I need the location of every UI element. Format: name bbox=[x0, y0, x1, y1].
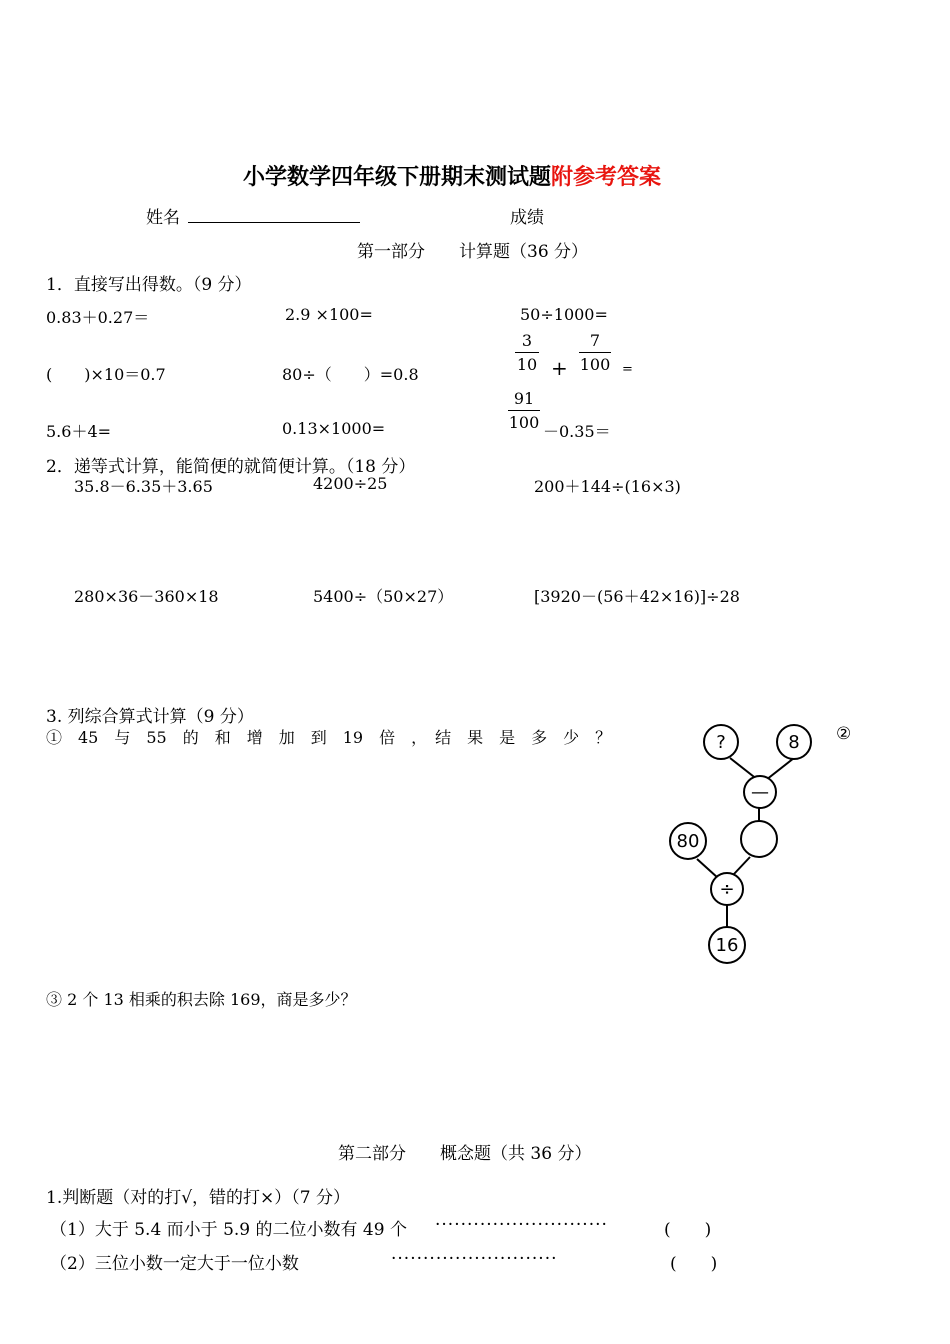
q1-item: 50÷1000= bbox=[520, 305, 608, 324]
fraction-numerator: 3 bbox=[515, 331, 539, 353]
node-eighty-label: 80 bbox=[676, 831, 700, 852]
node-eight-label: 8 bbox=[788, 732, 800, 753]
calculation-tree-diagram bbox=[660, 718, 860, 968]
tree-edge bbox=[734, 857, 750, 874]
q1-item: 2.9 ×100= bbox=[285, 305, 373, 324]
leader-dots: ·························· bbox=[391, 1249, 558, 1269]
page-title bbox=[243, 160, 661, 191]
q2-item: 280×36－360×18 bbox=[74, 587, 219, 606]
title-main: 小学数学四年级下册期末测试题 bbox=[243, 165, 552, 190]
q3-item-1: ① 45 与 55 的 和 增 加 到 19 倍 ， 结 果 是 多 少 ？ bbox=[46, 728, 612, 747]
score-label: 成绩 bbox=[510, 208, 544, 228]
fraction-3-10 bbox=[515, 331, 539, 374]
plus-sign: + bbox=[551, 356, 568, 380]
q2-title: 2．递等式计算，能简便的就简便计算。（18 分） bbox=[46, 457, 416, 477]
judge-title: 1.判断题（对的打√，错的打×）（7 分） bbox=[46, 1188, 351, 1208]
q1-item: 0.83＋0.27＝ bbox=[46, 308, 150, 327]
fraction-numerator: 7 bbox=[579, 331, 611, 353]
q2-item: 35.8－6.35＋3.65 bbox=[74, 477, 213, 496]
q2-item: 4200÷25 bbox=[313, 474, 388, 493]
fraction-91-100 bbox=[508, 389, 540, 432]
fraction-denominator: 100 bbox=[508, 413, 540, 432]
leader-dots: ··························· bbox=[435, 1215, 608, 1235]
q1-item: ( )×10＝0.7 bbox=[46, 365, 166, 384]
tree-edge bbox=[766, 758, 794, 780]
q1-item: －0.35＝ bbox=[543, 422, 611, 441]
equals-sign: = bbox=[622, 362, 633, 377]
fraction-numerator: 91 bbox=[508, 389, 540, 411]
judge-item-text: （1）大于 5.4 而小于 5.9 的二位小数有 49 个 bbox=[50, 1220, 407, 1240]
judge-item-text: （2）三位小数一定大于一位小数 bbox=[50, 1254, 299, 1274]
q3-title: 3. 列综合算式计算（9 分） bbox=[46, 707, 254, 727]
fraction-denominator: 10 bbox=[516, 355, 538, 374]
node-divide-label: ÷ bbox=[719, 879, 735, 900]
answer-parentheses[interactable]: ( ) bbox=[670, 1254, 718, 1274]
name-blank-line[interactable] bbox=[188, 208, 360, 223]
answer-parentheses[interactable]: ( ) bbox=[664, 1220, 712, 1240]
part1-heading: 第一部分 计算题（36 分） bbox=[357, 242, 589, 262]
q1-title: 1．直接写出得数。（9 分） bbox=[46, 275, 252, 295]
name-row bbox=[146, 203, 360, 228]
q1-item: 80÷（ ）=0.8 bbox=[282, 365, 419, 384]
q2-item: 5400÷（50×27） bbox=[313, 587, 454, 606]
q1-item: 5.6＋4= bbox=[46, 422, 112, 441]
node-unknown-label: ? bbox=[716, 732, 726, 753]
node-sixteen-label: 16 bbox=[715, 935, 739, 956]
fraction-7-100 bbox=[579, 331, 611, 374]
q3-item-2-marker: ② bbox=[836, 724, 852, 744]
part2-heading: 第二部分 概念题（共 36 分） bbox=[338, 1144, 592, 1164]
q2-item: [3920－(56＋42×16)]÷28 bbox=[534, 587, 740, 606]
q2-item: 200＋144÷(16×3) bbox=[534, 477, 681, 496]
node-minus-label: — bbox=[751, 782, 769, 803]
title-suffix: 附参考答案 bbox=[551, 165, 662, 190]
node-empty bbox=[741, 821, 777, 857]
q3-item-3: ③ 2 个 13 相乘的积去除 169，商是多少？ bbox=[46, 990, 357, 1009]
name-label: 姓名 bbox=[146, 208, 180, 228]
tree-edge bbox=[697, 859, 718, 878]
fraction-denominator: 100 bbox=[579, 355, 611, 374]
q1-item: 0.13×1000= bbox=[282, 419, 386, 438]
